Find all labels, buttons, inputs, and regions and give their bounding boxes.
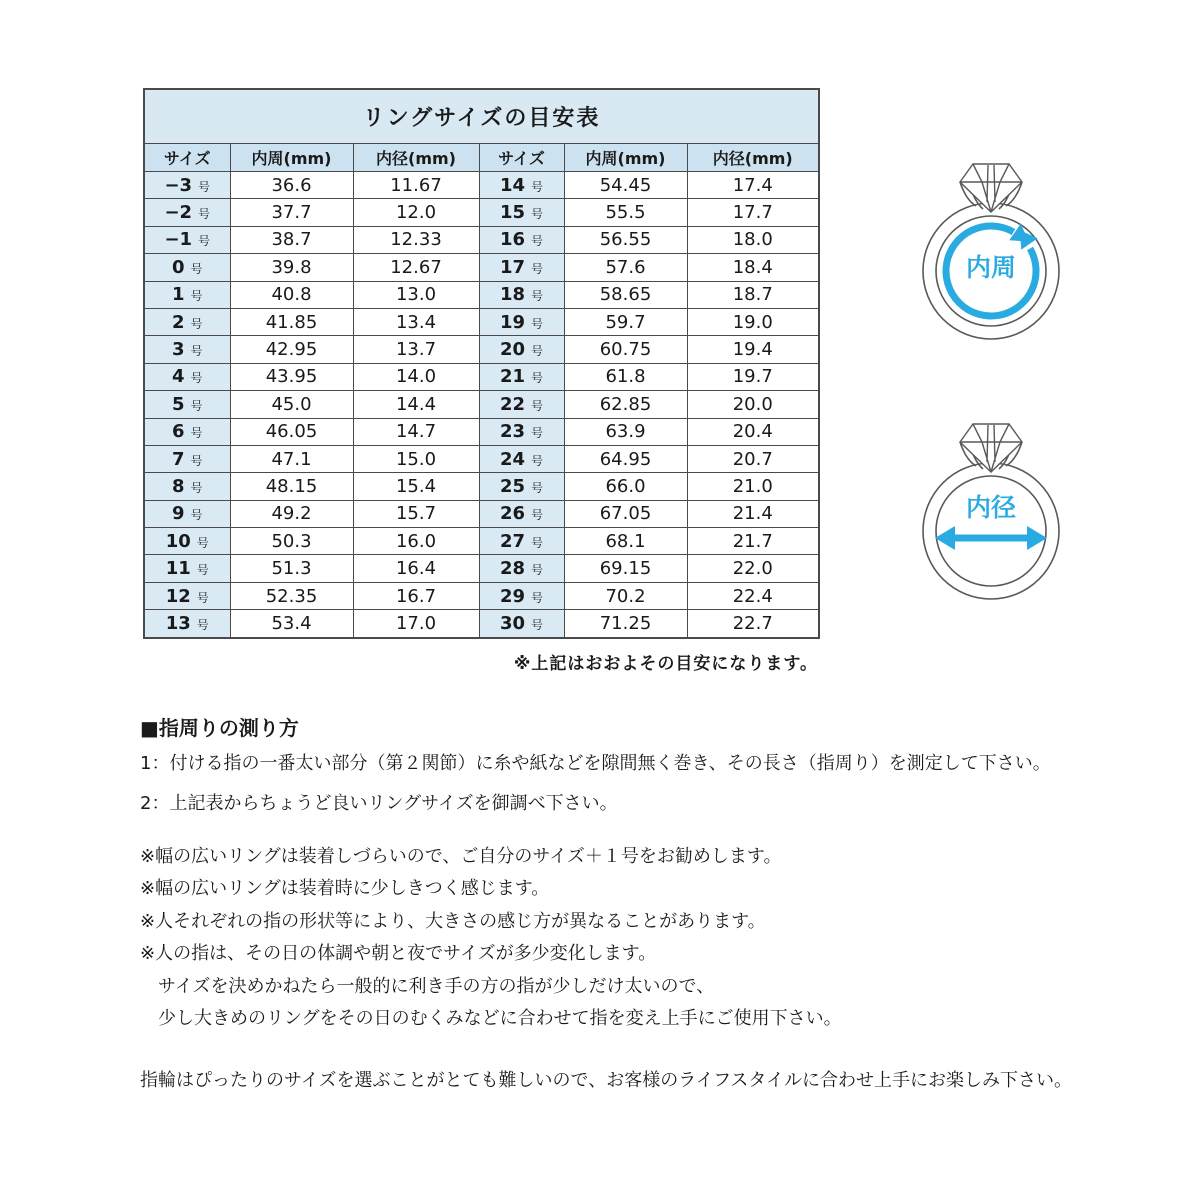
size-suffix: 号 (190, 261, 203, 276)
size-number: 7 (171, 448, 185, 470)
diameter-cell: 12.0 (353, 199, 479, 226)
size-number: 29 (499, 585, 526, 607)
measuring-steps (140, 749, 1051, 829)
size-cell (144, 254, 230, 281)
step-1: 1：付ける指の一番太い部分（第２関節）に糸や紙などを隙間無く巻き、その長さ（指周り）を測定して下さい。 (140, 753, 1051, 774)
size-number: 22 (499, 393, 526, 415)
table-row (144, 336, 819, 363)
table-title: リングサイズの目安表 (144, 89, 819, 144)
diameter-cell: 22.7 (687, 610, 819, 638)
size-number: 4 (171, 366, 185, 388)
circumference-cell: 50.3 (230, 528, 353, 555)
diameter-cell: 22.0 (687, 555, 819, 582)
table-row (144, 500, 819, 527)
size-number: 12 (165, 585, 191, 607)
size-suffix: 号 (190, 508, 203, 523)
size-suffix: 号 (531, 453, 544, 468)
diamond-icon (960, 164, 1022, 212)
diameter-cell: 18.0 (687, 226, 819, 253)
diameter-cell: 17.7 (687, 199, 819, 226)
circumference-cell: 43.95 (230, 363, 353, 390)
diameter-cell: 13.4 (353, 308, 479, 335)
size-number: 30 (499, 612, 526, 634)
table-header-row (144, 144, 819, 172)
size-suffix: 号 (198, 234, 211, 249)
col-header-diameter: 内径(mm) (687, 144, 819, 172)
diameter-cell: 17.4 (687, 172, 819, 199)
closing-note: 指輪はぴったりのサイズを選ぶことがとても難しいので、お客様のライフスタイルに合わせ上手にお楽しみ下さい。 (140, 1070, 1073, 1091)
circumference-cell: 48.15 (230, 473, 353, 500)
size-cell (479, 610, 564, 638)
circumference-cell: 53.4 (230, 610, 353, 638)
circumference-cell: 61.8 (564, 363, 687, 390)
size-suffix: 号 (531, 563, 544, 578)
size-number: 23 (499, 421, 526, 443)
size-cell (144, 418, 230, 445)
note-line: 少し大きめのリングをその日のむくみなどに合わせて指を変え上手にご使用下さい。 (140, 1008, 842, 1030)
measuring-heading: ■指周りの測り方 (140, 716, 299, 740)
size-suffix: 号 (531, 234, 544, 249)
diameter-cell: 15.7 (353, 500, 479, 527)
size-cell (479, 555, 564, 582)
table-footnote: ※上記はおおよその目安になります。 (513, 654, 818, 674)
circumference-cell: 37.7 (230, 199, 353, 226)
size-cell (144, 555, 230, 582)
col-header-size: サイズ (479, 144, 564, 172)
circumference-cell: 66.0 (564, 473, 687, 500)
circumference-cell: 60.75 (564, 336, 687, 363)
circumference-cell: 49.2 (230, 500, 353, 527)
diameter-cell: 16.7 (353, 582, 479, 609)
size-number: 27 (499, 530, 526, 552)
diameter-cell: 13.7 (353, 336, 479, 363)
size-suffix: 号 (196, 590, 209, 605)
note-line: サイズを決めかねたら一般的に利き手の方の指が少しだけ太いので、 (140, 975, 715, 997)
circumference-cell: 36.6 (230, 172, 353, 199)
col-header-size: サイズ (144, 144, 230, 172)
size-cell (144, 445, 230, 472)
size-number: 2 (171, 311, 185, 333)
ring-diameter-diagram (903, 412, 1079, 608)
diameter-cell: 11.67 (353, 172, 479, 199)
size-number: 0 (171, 256, 185, 278)
inner-diameter-label: 内径 (965, 493, 1017, 522)
ring-circumference-diagram (903, 152, 1079, 348)
table-row (144, 254, 819, 281)
size-cell (144, 308, 230, 335)
diameter-cell: 19.7 (687, 363, 819, 390)
size-number: 11 (165, 558, 191, 580)
diameter-cell: 14.4 (353, 391, 479, 418)
diameter-arrow (935, 526, 1047, 550)
size-suffix: 号 (196, 535, 209, 550)
table-row (144, 199, 819, 226)
diameter-cell: 12.33 (353, 226, 479, 253)
size-suffix: 号 (190, 371, 203, 386)
table-row (144, 391, 819, 418)
circumference-cell: 40.8 (230, 281, 353, 308)
size-cell (144, 500, 230, 527)
size-number: 13 (165, 612, 191, 634)
circumference-cell: 64.95 (564, 445, 687, 472)
table-row (144, 473, 819, 500)
size-cell (144, 226, 230, 253)
size-suffix: 号 (531, 535, 544, 550)
table-row (144, 363, 819, 390)
ring-size-table (143, 88, 820, 639)
circumference-cell: 59.7 (564, 308, 687, 335)
circumference-cell: 52.35 (230, 582, 353, 609)
table-title-row (144, 89, 819, 144)
circumference-cell: 46.05 (230, 418, 353, 445)
size-suffix: 号 (190, 398, 203, 413)
size-cell (479, 336, 564, 363)
size-suffix: 号 (531, 289, 544, 304)
diameter-cell: 15.0 (353, 445, 479, 472)
size-suffix: 号 (190, 316, 203, 331)
size-cell (144, 281, 230, 308)
circumference-cell: 63.9 (564, 418, 687, 445)
circumference-cell: 47.1 (230, 445, 353, 472)
size-number: 16 (499, 229, 526, 251)
size-cell (479, 308, 564, 335)
diamond-icon (960, 424, 1022, 472)
note-line: ※人それぞれの指の形状等により、大きさの感じ方が異なることがあります。 (140, 910, 766, 932)
circumference-cell: 51.3 (230, 555, 353, 582)
note-line: ※幅の広いリングは装着しづらいので、ご自分のサイズ＋１号をお勧めします。 (140, 846, 782, 867)
size-cell (479, 226, 564, 253)
circumference-cell: 38.7 (230, 226, 353, 253)
size-suffix: 号 (196, 563, 209, 578)
size-number: 5 (171, 393, 185, 415)
size-number: −1 (164, 229, 193, 251)
note-line: ※幅の広いリングは装着時に少しきつく感じます。 (140, 878, 550, 900)
size-number: 28 (499, 558, 526, 580)
size-number: 20 (499, 339, 526, 361)
size-cell (479, 363, 564, 390)
table-row (144, 445, 819, 472)
size-cell (144, 473, 230, 500)
diameter-cell: 15.4 (353, 473, 479, 500)
size-cell (479, 254, 564, 281)
table-row (144, 226, 819, 253)
size-number: 8 (171, 475, 185, 497)
size-suffix: 号 (190, 426, 203, 441)
size-cell (144, 582, 230, 609)
size-cell (479, 199, 564, 226)
size-suffix: 号 (190, 480, 203, 495)
size-cell (144, 199, 230, 226)
size-suffix: 号 (531, 316, 544, 331)
table-row (144, 172, 819, 199)
circumference-cell: 57.6 (564, 254, 687, 281)
size-cell (479, 473, 564, 500)
table-row (144, 528, 819, 555)
size-suffix: 号 (190, 289, 203, 304)
circumference-cell: 45.0 (230, 391, 353, 418)
size-suffix: 号 (531, 590, 544, 605)
size-suffix: 号 (531, 617, 544, 632)
size-number: 19 (499, 311, 526, 333)
note-line: ※人の指は、その日の体調や朝と夜でサイズが多少変化します。 (140, 943, 657, 965)
size-notes (140, 841, 842, 1035)
circumference-cell: 42.95 (230, 336, 353, 363)
inner-circumference-label: 内周 (965, 253, 1017, 282)
size-cell (479, 418, 564, 445)
size-number: 15 (499, 202, 526, 224)
size-suffix: 号 (198, 207, 211, 222)
table-row (144, 555, 819, 582)
size-cell (144, 610, 230, 638)
table-row (144, 308, 819, 335)
diameter-cell: 21.0 (687, 473, 819, 500)
size-cell (479, 391, 564, 418)
size-suffix: 号 (531, 179, 544, 194)
table-row (144, 610, 819, 638)
size-number: −3 (164, 174, 193, 196)
circumference-cell: 70.2 (564, 582, 687, 609)
size-cell (479, 172, 564, 199)
circumference-cell: 39.8 (230, 254, 353, 281)
size-suffix: 号 (531, 480, 544, 495)
circumference-cell: 55.5 (564, 199, 687, 226)
diameter-cell: 20.7 (687, 445, 819, 472)
table-row (144, 582, 819, 609)
size-number: 18 (499, 284, 526, 306)
size-number: 3 (171, 339, 185, 361)
diameter-cell: 14.7 (353, 418, 479, 445)
size-number: 9 (171, 503, 185, 525)
diameter-cell: 21.7 (687, 528, 819, 555)
size-cell (479, 445, 564, 472)
size-cell (144, 391, 230, 418)
size-cell (144, 336, 230, 363)
size-suffix: 号 (531, 371, 544, 386)
size-suffix: 号 (531, 261, 544, 276)
size-suffix: 号 (531, 426, 544, 441)
diameter-cell: 19.0 (687, 308, 819, 335)
size-cell (479, 281, 564, 308)
circumference-cell: 62.85 (564, 391, 687, 418)
size-suffix: 号 (198, 179, 211, 194)
size-suffix: 号 (531, 508, 544, 523)
size-number: 6 (171, 421, 185, 443)
col-header-circumference: 内周(mm) (564, 144, 687, 172)
circumference-cell: 58.65 (564, 281, 687, 308)
size-suffix: 号 (190, 344, 203, 359)
circumference-cell: 41.85 (230, 308, 353, 335)
circumference-cell: 56.55 (564, 226, 687, 253)
diameter-cell: 18.4 (687, 254, 819, 281)
size-suffix: 号 (531, 207, 544, 222)
table-row (144, 281, 819, 308)
size-number: 10 (165, 530, 191, 552)
diameter-cell: 17.0 (353, 610, 479, 638)
col-header-circumference: 内周(mm) (230, 144, 353, 172)
col-header-diameter: 内径(mm) (353, 144, 479, 172)
diameter-cell: 12.67 (353, 254, 479, 281)
size-cell (144, 528, 230, 555)
diameter-cell: 16.4 (353, 555, 479, 582)
diameter-cell: 22.4 (687, 582, 819, 609)
diameter-cell: 14.0 (353, 363, 479, 390)
size-number: 24 (499, 448, 526, 470)
diameter-cell: 20.0 (687, 391, 819, 418)
size-number: 25 (499, 475, 526, 497)
diameter-cell: 20.4 (687, 418, 819, 445)
size-number: 1 (171, 284, 185, 306)
size-suffix: 号 (531, 398, 544, 413)
size-number: 21 (499, 366, 526, 388)
size-cell (144, 363, 230, 390)
size-number: 17 (499, 256, 526, 278)
size-cell (479, 582, 564, 609)
diameter-cell: 19.4 (687, 336, 819, 363)
circumference-cell: 69.15 (564, 555, 687, 582)
diameter-cell: 13.0 (353, 281, 479, 308)
size-cell (479, 500, 564, 527)
diameter-cell: 21.4 (687, 500, 819, 527)
diameter-cell: 18.7 (687, 281, 819, 308)
step-2: 2：上記表からちょうど良いリングサイズを御調べ下さい。 (140, 793, 618, 814)
circumference-cell: 71.25 (564, 610, 687, 638)
circumference-cell: 68.1 (564, 528, 687, 555)
size-cell (479, 528, 564, 555)
size-number: −2 (164, 202, 193, 224)
size-suffix: 号 (196, 617, 209, 632)
circumference-cell: 54.45 (564, 172, 687, 199)
table-row (144, 418, 819, 445)
size-cell (144, 172, 230, 199)
diameter-cell: 16.0 (353, 528, 479, 555)
size-suffix: 号 (531, 344, 544, 359)
size-suffix: 号 (190, 453, 203, 468)
circumference-cell: 67.05 (564, 500, 687, 527)
size-number: 14 (499, 174, 526, 196)
size-number: 26 (499, 503, 526, 525)
